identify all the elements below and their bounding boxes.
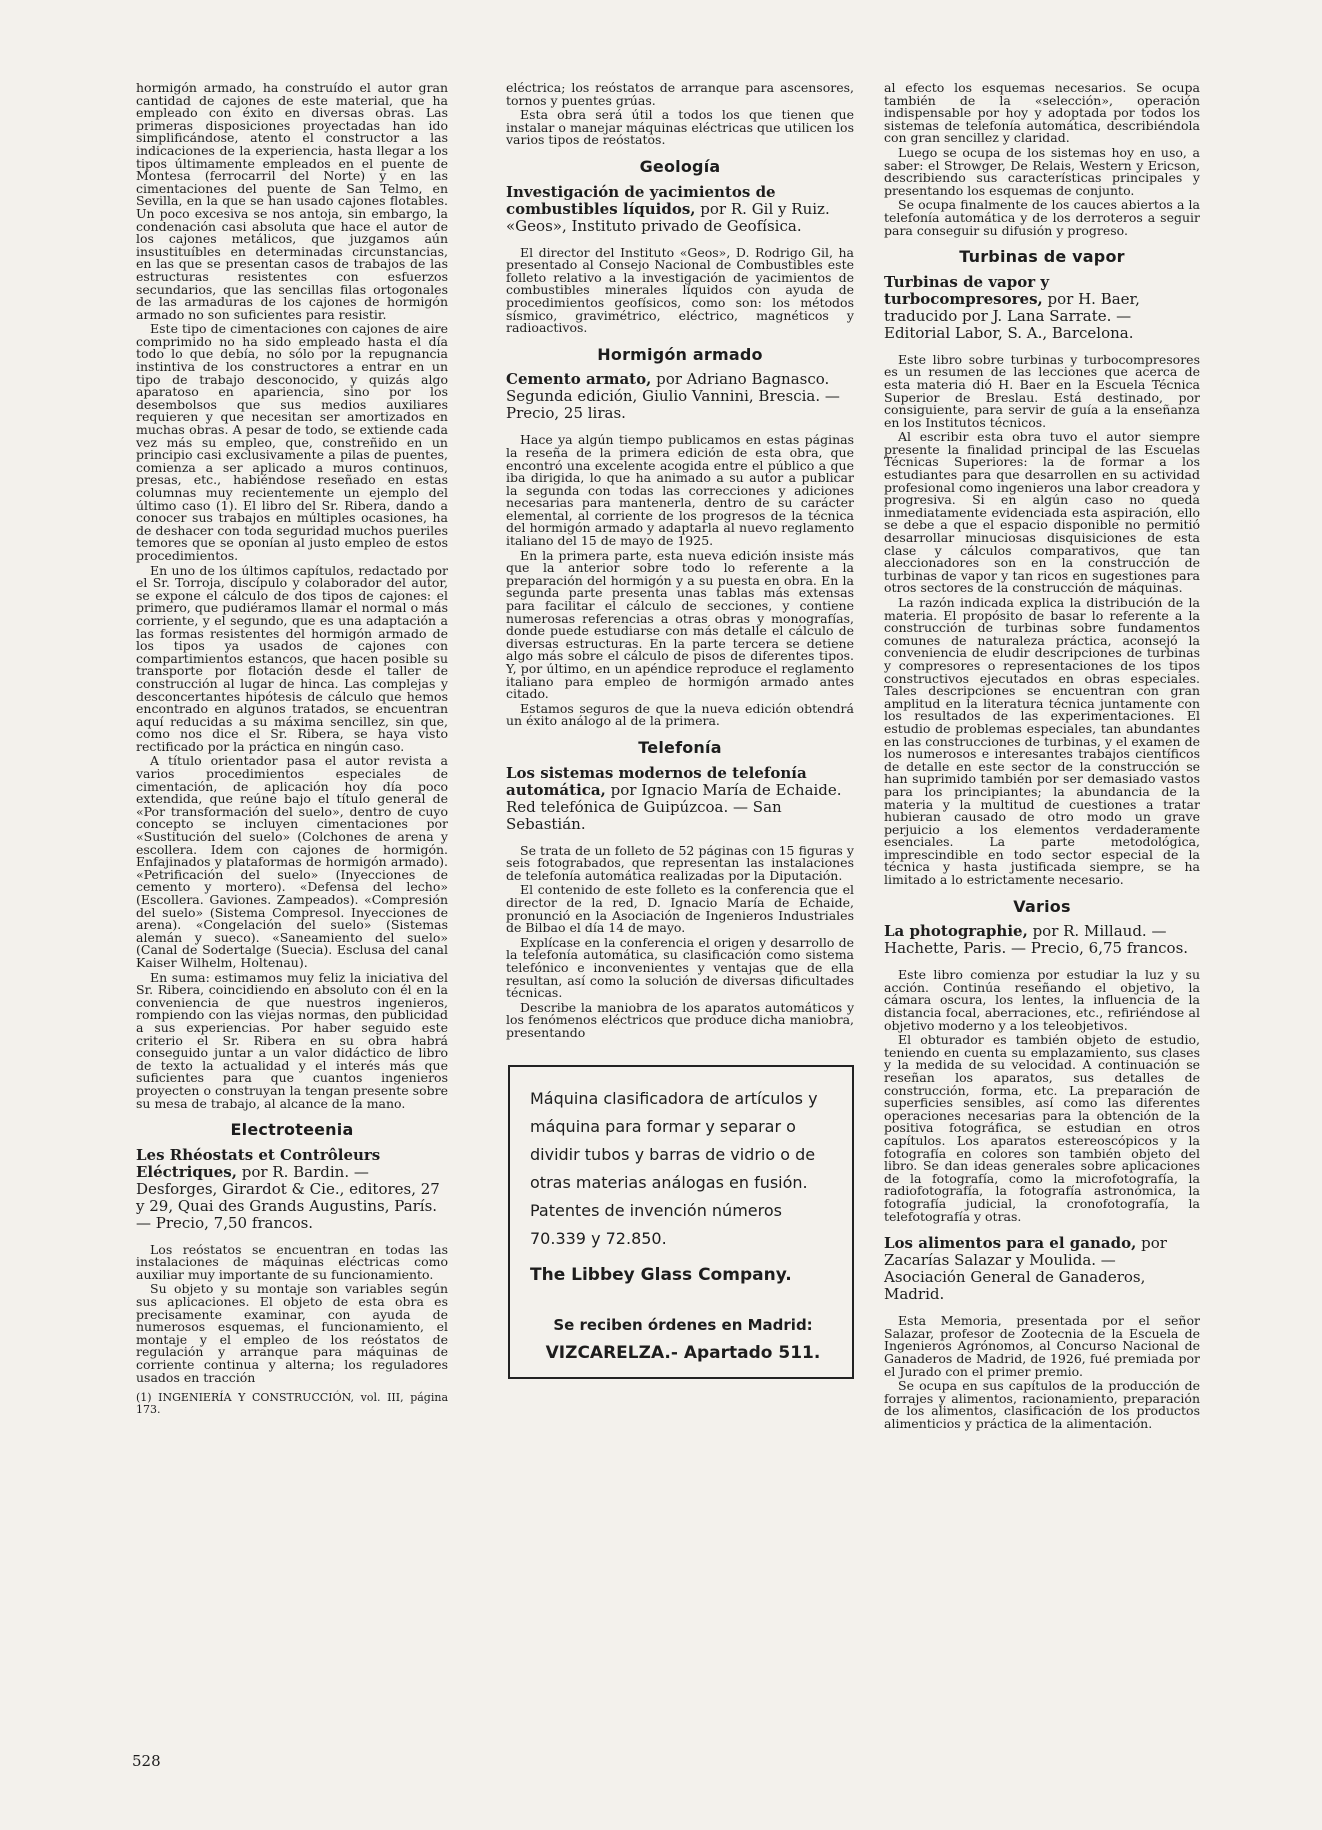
- page-number: 528: [132, 1752, 161, 1770]
- column-middle: [506, 82, 854, 1379]
- section-heading-hormigon: Hormigón armado: [597, 344, 763, 364]
- book-details: por H. Baer, traducido por J. Lana Sarrate. — Editorial Labor, S. A., Barcelona.: [884, 289, 1140, 342]
- section-heading-electrotecnia: Electroteenia: [230, 1120, 354, 1140]
- paragraph: En la primera parte, esta nueva edición insiste más que la anterior sobre todo lo referente a la preparación del hormigón y a su puesta en obra. En la segunda parte presenta unas tablas más extensas para facilitar el cálculo de secciones, y contiene numerosas referencias a otras obras y monografías, donde puede estudiarse con más detalle el cálculo de diversas estructuras. En la parte tercera se detiene algo más sobre el cálculo de pisos de diferentes tipos. Y, por último, en un apéndice reproduce el reglamento italiano para empleo de hormigón armado antes citado.: [506, 547, 854, 702]
- paragraph: La razón indicada explica la distribución de la materia. El propósito de basar lo referente a la construcción de turbinas sobre fundamentos comunes de naturaleza práctica, aconsejó la conveniencia de eludir descripciones de turbinas y compresores o representaciones de los tipos constructivos ejecutados en obras especiales. Tales descripciones se encuentran con gran amplitud en la literatura técnica juntamente con los resultados de las experimentaciones. El estudio de problemas especiales, tan abundantes en las construcciones de turbinas, y el examen de los numerosos e interesantes trabajos científicos de detalle en este sector de la construcción se han suprimido también por ser demasiado vastos para los principiantes; la abundancia de la materia y la multitud de cuestiones a tratar hubieran causado de otro modo un grave perjuicio a los elementos verdaderamente esenciales. La parte metodológica, imprescindible en todo sector especial de la técnica y hasta justificada siempre, se ha limitado a lo estrictamente necesario.: [884, 595, 1200, 888]
- book-reference: [506, 765, 854, 833]
- paragraph: Explícase en la conferencia el origen y desarrollo de la telefonía automática, su clasificación como sistema telefónico e inconvenientes y ventajas que de ella resultan, así como la solución de diversas dificultades técnicas.: [506, 934, 854, 1001]
- paragraph: hormigón armado, ha construído el autor gran cantidad de cajones de este material, que ha empleado con éxito en diversas obras. Las primeras disposiciones proyectadas han ido simplificándose, atento el constructor a las indicaciones de la experiencia, hasta llegar a los tipos últimamente empleados en el puente de Montesa (ferrocarril del Norte) y en las cimentaciones del puente de San Telmo, en Sevilla, en la que se han usado cajones flotables. Un poco excesiva se nos antoja, sin embargo, la condenación casi absoluta que hace el autor de los cajones metálicos, que juzgamos aún insustituíbles en determinadas circunstancias, en las que se presentan casos de trabajos de las estructuras resistentes con esfuerzos secundarios, que las sencillas filas ortogonales de las armaduras de los cajones de hormigón armado no son suficientes para resistir.: [136, 80, 448, 322]
- paragraph: al efecto los esquemas necesarios. Se ocupa también de la «selección», operación indispensable por hoy y adoptada por todos los sistemas de telefonía automática, describiéndola con gran sencillez y claridad.: [884, 80, 1200, 146]
- paragraph: Se ocupa finalmente de los cauces abiertos a la telefonía automática y de los derroteros a seguir para conseguir su difusión y progreso.: [884, 197, 1200, 238]
- ad-address: VIZCARELZA.- Apartado 511.: [545, 1343, 821, 1364]
- ad-company: The Libbey Glass Company.: [530, 1265, 792, 1286]
- book-title: Cemento armato,: [506, 370, 652, 389]
- paragraph: Esta Memoria, presentada por el señor Salazar, profesor de Zootecnia de la Escuela de Ingenieros Agrónomos, al Concurso Nacional de Ganaderos de Madrid, de 1926, fué premiada por el Jurado con el primer premio.: [884, 1313, 1200, 1379]
- section-heading-telefonia: Telefonía: [638, 737, 722, 757]
- advertisement-box: [508, 1065, 854, 1379]
- paragraph: Se trata de un folleto de 52 páginas con 15 figuras y seis fotograbados, que representan las instalaciones de telefonía automática realizadas por la Diputación.: [506, 842, 854, 883]
- paragraph: Hace ya algún tiempo publicamos en estas páginas la reseña de la primera edición de esta obra, que encontró una excelente acogida entre el público a que iba dirigida, lo que ha animado a su autor a publicar la segunda con todas las correcciones y adiciones necesarias para mantenerla, dentro de su carácter elemental, al corriente de los progresos de la técnica del hormigón armado y adaptarla al nuevo reglamento italiano del 15 de mayo de 1925.: [506, 432, 854, 549]
- paragraph: Este libro comienza por estudiar la luz y su acción. Continúa reseñando el objetivo, la cámara oscura, los lentes, la influencia de la distancia focal, aberraciones, etc., refiriéndose al objetivo moderno y a los teleobjetivos.: [884, 967, 1200, 1033]
- paragraph: Los reóstatos se encuentran en todas las instalaciones de máquinas eléctricas como auxiliar muy importante de su funcionamiento.: [136, 1241, 448, 1282]
- book-reference: [884, 923, 1200, 957]
- paragraph: En uno de los últimos capítulos, redactado por el Sr. Torroja, discípulo y colaborador del autor, se expone el cálculo de dos tipos de cajones: el primero, que pudiéramos llamar el normal o más corriente, y el segundo, que es una adaptación a las formas resistentes del hormigón armado de los tipos ya usados de cajones con compartimientos estancos, que hacen posible su transporte por flotación desde el taller de construcción al lugar de hinca. Las complejas y desconcertantes hipótesis de cálculo que hemos encontrado en algunos tratados, se encuentran aquí reducidas a su máxima sencillez, sin que, como nos dice el Sr. Ribera, se haya visto rectificado por la práctica en ningún caso.: [136, 562, 448, 754]
- book-details: por Ignacio María de Echaide. Red telefónica de Guipúzcoa. — San Sebastián.: [506, 780, 842, 833]
- book-reference: [884, 274, 1200, 342]
- book-details: por Adriano Bagnasco. Segunda edición, Giulio Vannini, Brescia. — Precio, 25 liras.: [506, 370, 840, 423]
- book-title: Los alimentos para el ganado,: [884, 1234, 1137, 1253]
- footnote: (1) INGENIERÍA Y CONSTRUCCIÓN, vol. III, página 173.: [136, 1391, 448, 1417]
- book-title: La photographie,: [884, 922, 1028, 941]
- section-heading-turbinas: Turbinas de vapor: [959, 247, 1125, 267]
- book-details: por R. Gil y Ruiz. «Geos», Instituto privado de Geofísica.: [506, 199, 830, 235]
- book-reference: [506, 371, 854, 422]
- paragraph: Al escribir esta obra tuvo el autor siempre presente la finalidad principal de las Escuelas Técnicas Superiores: la de formar a los estudiantes para que desarrollen en su actividad profesional como ingenieros una labor creadora y progresiva. Si en algún caso no queda inmediatamente evidenciada esta aspiración, ello se debe a que el espacio disponible no permitió desarrollar minuciosas disquisiciones de esta clase y cálculos comparativos, que tan aleccionadores son en la construcción de turbinas de vapor y tan ricos en sugestiones para otros sectores de la construcción de máquinas.: [884, 429, 1200, 596]
- paragraph: Se ocupa en sus capítulos de la producción de forrajes y alimentos, racionamiento, preparación de los alimentos, clasificación de los productos alimenticios y práctica de la alimentación.: [884, 1378, 1200, 1431]
- book-details: por R. Bardin. — Desforges, Girardot & Cie., editores, 27 y 29, Quai des Grands Augustins, París. — Precio, 7,50 francos.: [136, 1162, 440, 1232]
- book-title: Les Rhéostats et Contrôleurs Eléctriques,: [136, 1145, 381, 1181]
- paragraph: El director del Instituto «Geos», D. Rodrigo Gil, ha presentado al Consejo Nacional de Combustibles este folleto relativo a la investigación de yacimientos de combustibles minerales líquidos con ayuda de procedimientos geofísicos, como son: los métodos sísmico, gravimétrico, eléctrico, magnéticos y radioactivos.: [506, 244, 854, 336]
- paragraph: Luego se ocupa de los sistemas hoy en uso, a saber: el Strowger, De Relais, Western y Ericson, describiendo sus características principales y presentando los esquemas de conjunto.: [884, 144, 1200, 198]
- book-reference: [884, 1235, 1200, 1303]
- paragraph: Este libro sobre turbinas y turbocompresores es un resumen de las lecciones que acerca de esta materia dió H. Baer en la Escuela Técnica Superior de Breslau. Está destinado, por consiguiente, para servir de guía a la enseñanza en los Institutos técnicos.: [884, 351, 1200, 430]
- book-details: por R. Millaud. — Hachette, Paris. — Precio, 6,75 francos.: [884, 922, 1189, 958]
- section-heading-geologia: Geología: [639, 156, 721, 176]
- paragraph: Estamos seguros de que la nueva edición obtendrá un éxito análogo al de la primera.: [506, 700, 854, 729]
- column-right: [884, 82, 1200, 1432]
- paragraph: eléctrica; los reóstatos de arranque para ascensores, tornos y puentes grúas.: [506, 80, 854, 108]
- article-ribera-continuation: [136, 82, 448, 1110]
- book-reference: [136, 1147, 448, 1232]
- paragraph: Este tipo de cimentaciones con cajones de aire comprimido no ha sido empleado hasta el día todo lo que debía, no sólo por la repugnancia instintiva de los constructores a entrar en un tipo de trabajo desconocido, y quizás algo aparatoso en apariencia, sino por los desembolsos que sus medios auxiliares requieren y que necesitan ser amortizados en muchas obras. A pesar de todo, se extiende cada vez más su empleo, que, constreñido en un principio casi exclusivamente a pilas de puentes, comienza a ser aplicado a muros continuos, presas, etc., habiéndose reseñado en estas columnas muy recientemente un ejemplo del último caso (1). El libro del Sr. Ribera, dando a conocer sus trabajos en múltiples ocasiones, ha de deshacer con toda seguridad muchos pueriles temores que se oponían al justo empleo de estos procedimientos.: [136, 321, 448, 563]
- paragraph: Describe la maniobra de los aparatos automáticos y los fenómenos eléctricos que produce dicha maniobra, presentando: [506, 999, 854, 1040]
- ad-text: Máquina clasificadora de artículos y máquina para formar y separar o dividir tubos y barras de vidrio o de otras materias análogas en fusión. Patentes de invención números 70.339 y 72.850.: [530, 1089, 818, 1249]
- paragraph: En suma: estimamos muy feliz la iniciativa del Sr. Ribera, coincidiendo en absoluto con él en la conveniencia de que nuestros ingenieros, rompiendo con las viejas normas, den publicidad a sus experiencias. Por haber seguido este criterio el Sr. Ribera en su obra habrá conseguido juntar a un valor didáctico de libro de texto la actualidad y el interés más que suficientes para que cuantos ingenieros proyecten o construyan la tengan presente sobre su mesa de trabajo, al alcance de la mano.: [136, 969, 448, 1111]
- paragraph: Esta obra será útil a todos los que tienen que instalar o manejar máquinas eléctricas que utilicen los varios tipos de reóstatos.: [506, 107, 854, 148]
- paragraph: Su objeto y su montaje son variables según sus aplicaciones. El objeto de esta obra es precisamente examinar, con ayuda de numerosos esquemas, el funcionamiento, el montaje y el empleo de los reóstatos de regulación y arranque para máquinas de corriente continua y alterna; los reguladores usados en tracción: [136, 1281, 448, 1385]
- paragraph: El contenido de este folleto es la conferencia que el director de la red, D. Ignacio María de Echaide, pronunció en la Asociación de Ingenieros Industriales de Bilbao el día 14 de mayo.: [506, 882, 854, 936]
- section-heading-varios: Varios: [1013, 896, 1071, 916]
- book-title: Turbinas de vapor y turbocompresores,: [884, 272, 1050, 308]
- ad-madrid-orders: Se reciben órdenes en Madrid:: [553, 1316, 813, 1335]
- paragraph: A título orientador pasa el autor revista a varios procedimientos especiales de cimentación, de aplicación hoy día poco extendida, que reúne bajo el título general de «Por transformación del suelo», dentro de cuyo concepto se incluyen cimentaciones por «Sustitución del suelo» (Colchones de arena y escollera. Idem con cajones de hormigón. Enfajinados y plataformas de hormigón armado). «Petrificación del suelo» (Inyecciones de cemento y mortero). «Defensa del lecho» (Escollera. Gaviones. Zampeados). «Compresión del suelo» (Sistema Compresol. Inyecciones de arena). «Congelación del suelo» (Sistemas alemán y sueco). «Saneamiento del suelo» (Canal de Sodertalge (Suecia). Esclusa del canal Kaiser Wilhelm, Holtenau).: [136, 753, 448, 970]
- paragraph: El obturador es también objeto de estudio, teniendo en cuenta su emplazamiento, sus clases y la medida de su velocidad. A continuación se reseñan los aparatos, sus detalles de construcción, forma, etc. La preparación de superficies sensibles, así como las diferentes operaciones necesarias para la obtención de la positiva fotográfica, se estudian en otros capítulos. Los aparatos estereoscópicos y la fotografía en colores son también objeto del libro. Se dan ideas generales sobre aplicaciones de la fotografía, como la microfotografía, la radiofotografía, la fotografía astronómica, la fotografía judicial, la cronofotografía, la telefotografía y otras.: [884, 1032, 1200, 1224]
- book-title: Investigación de yacimientos de combustibles líquidos,: [506, 182, 776, 218]
- book-reference: [506, 184, 854, 235]
- column-left: [136, 82, 448, 1416]
- book-details: por Zacarías Salazar y Moulida. — Asociación General de Ganaderos, Madrid.: [884, 1234, 1167, 1304]
- book-title: Los sistemas modernos de telefonía automática,: [506, 763, 807, 799]
